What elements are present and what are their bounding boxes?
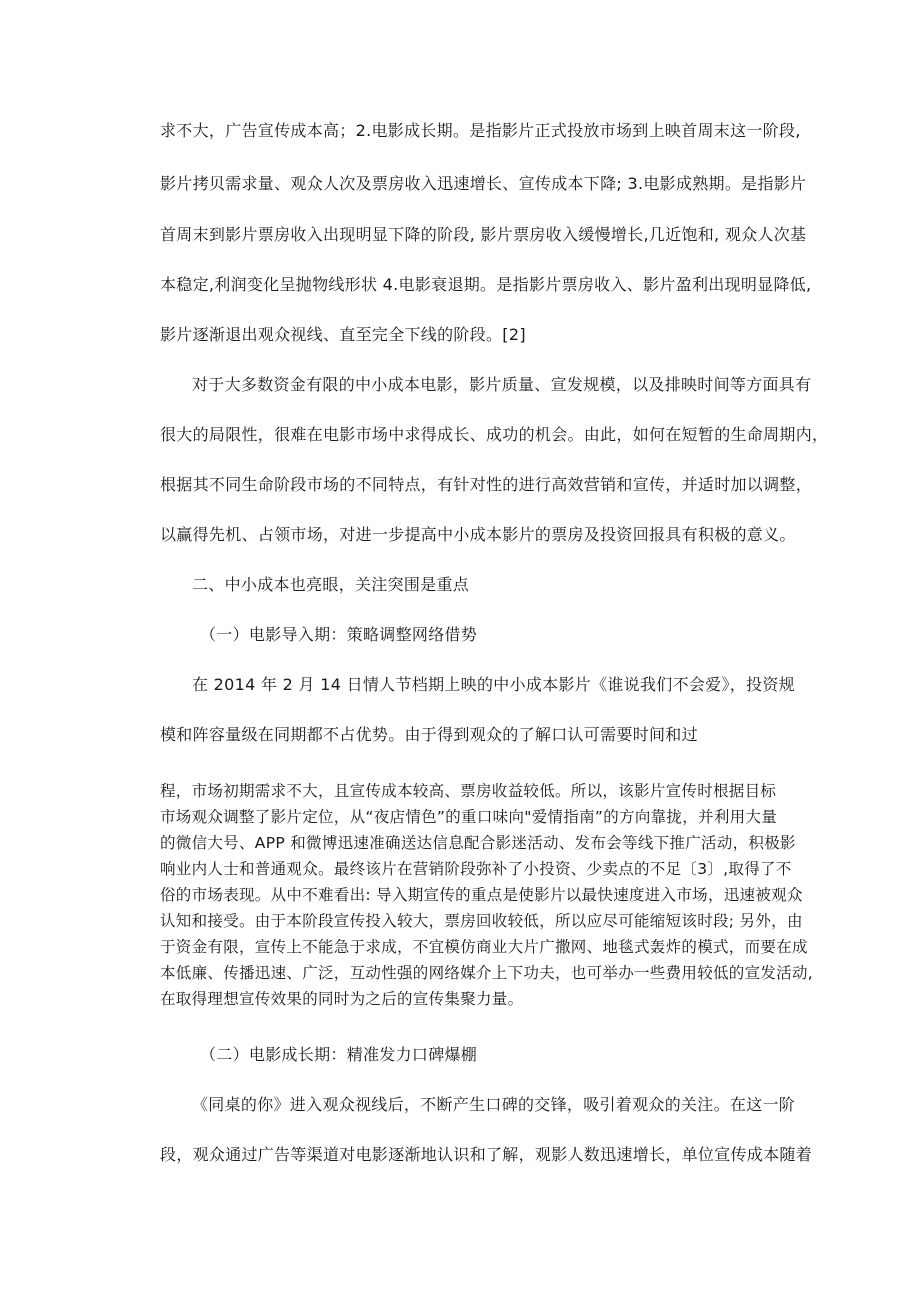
body-text-line: 俗的市场表现。从中不难看出: 导入期宣传的重点是使影片以最快速度进入市场，迅速被观众 (160, 886, 803, 904)
body-text-line: 市场观众调整了影片定位，从“夜店情色”的重口味向"爱情指南”的方向靠拢，并利用大量 (160, 808, 778, 826)
body-text-line: 求不大，广告宣传成本高；2.电影成长期。是指影片正式投放市场到上映首周末这一阶段, (160, 121, 801, 140)
subsection-heading: （一）电影导入期：策略调整网络借势 (200, 625, 478, 644)
body-text-line: 在 2014 年 2 月 14 日情人节档期上映的中小成本影片《谁说我们不会爱》，投资规 (192, 675, 795, 694)
dense-paragraph (160, 778, 814, 1012)
body-text-line: 认知和接受。由于本阶段宣传投入较大，票房回收较低，所以应尽可能缩短该时段; 另外，由 (160, 912, 803, 930)
section-heading: 二、中小成本也亮眼，关注突围是重点 (192, 575, 470, 594)
body-text-line: 以赢得先机、占领市场，对进一步提高中小成本影片的票房及投资回报具有积极的意义。 (160, 525, 796, 544)
body-text-line: 段，观众通过广告等渠道对电影逐渐地认识和了解，观影人数迅速增长，单位宣传成本随着 (160, 1145, 813, 1164)
body-text-line: 于资金有限，宣传上不能急于求成，不宜模仿商业大片广撒网、地毯式轰炸的模式，而要在成 (160, 938, 808, 956)
body-text-line: 在取得理想宣传效果的同时为之后的宣传集聚力量。 (160, 990, 524, 1008)
body-text-line: 模和阵容量级在同期都不占优势。由于得到观众的了解口认可需要时间和过 (160, 725, 698, 744)
body-text-line: 本低廉、传播迅速、广泛，互动性强的网络媒介上下功夫，也可举办一些费用较低的宣发活动, (160, 964, 814, 982)
body-text-line: 根据其不同生命阶段市场的不同特点，有针对性的进行高效营销和宣传，并适时加以调整， (160, 475, 813, 494)
body-text-line: 对于大多数资金有限的中小成本电影，影片质量、宣发规模，以及排映时间等方面具有 (192, 375, 812, 394)
body-text-line: 影片拷贝需求量、观众人次及票房收入迅速增长、宣传成本下降; 3.电影成熟期。是指影片 (160, 174, 807, 193)
subsection-heading: （二）电影成长期：精准发力口碑爆棚 (200, 1045, 478, 1064)
body-text-line: 很大的局限性，很难在电影市场中求得成长、成功的机会。由此，如何在短暂的生命周期内， (160, 425, 829, 444)
body-text-line: 《同桌的你》进入观众视线后，不断产生口碑的交锋，吸引着观众的关注。在这一阶 (192, 1095, 796, 1114)
body-text-line: 首周末到影片票房收入出现明显下降的阶段, 影片票房收入缓慢增长,几近饱和, 观众人次基 (160, 225, 807, 244)
body-text-line: 响业内人士和普通观众。最终该片在营销阶段弥补了小投资、少卖点的不足〔3〕,取得了不 (160, 860, 792, 878)
body-text-line: 本稳定,利润变化呈抛物线形状 4.电影衰退期。是指影片票房收入、影片盈利出现明显降低, (160, 275, 812, 294)
body-text-line: 影片逐渐退出观众视线、直至完全下线的阶段。[2] (160, 325, 526, 344)
body-text-line: 程，市场初期需求不大，且宣传成本较高、票房收益较低。所以，该影片宣传时根据目标 (160, 782, 777, 800)
body-text-line: 的微信大号、APP 和微博迅速准确送达信息配合影迷活动、发布会等线下推广活动，积极影 (160, 834, 796, 852)
